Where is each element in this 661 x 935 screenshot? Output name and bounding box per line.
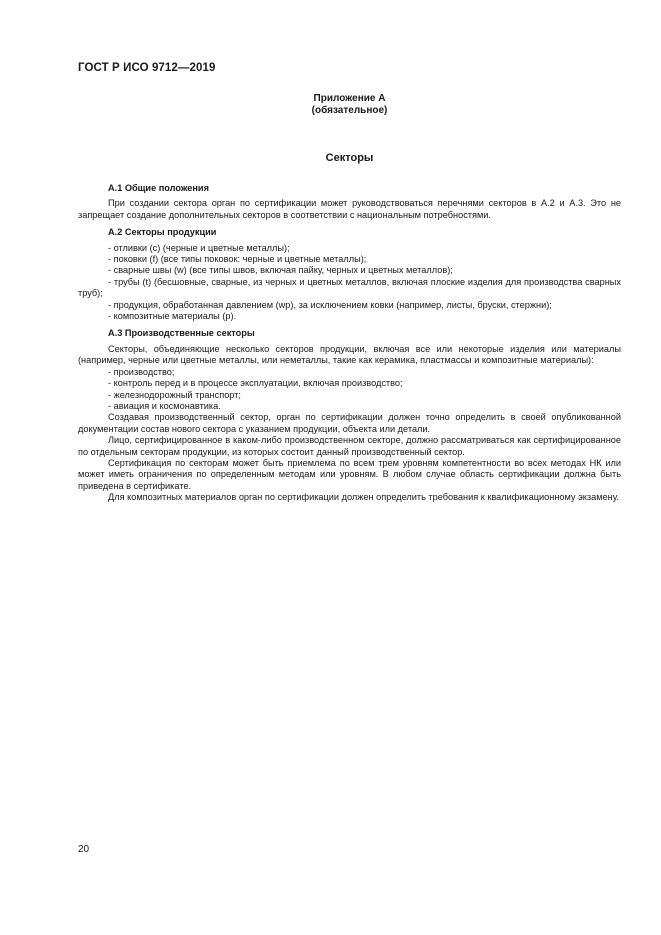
section-a3-paragraph: Сертификация по секторам может быть приемлема по всем трем уровням компетентности во всех методах НК или может иметь ограничения по определенным методам или уровням. В любом случае область сертификации должна быть приведена в сертификате. [78,457,621,491]
annex-status: (обязательное) [311,105,388,116]
document-body [78,183,621,504]
list-item: - железнодорожный транспорт; [108,389,241,400]
list-item: - контроль перед и в процессе эксплуатации, включая производство; [108,378,403,389]
annex-heading [78,93,621,117]
list-item: - авиация и космонавтика. [108,400,221,411]
section-a3-heading: А.3 Производственные секторы [108,328,255,339]
section-a3-paragraph: Создавая производственный сектор, орган по сертификации должен точно определить в своей опубликованной документации состав нового сектора с указанием продукции, объекта или детали. [78,412,621,434]
list-item: - отливки (c) (черные и цветные металлы); [108,242,290,253]
list-item: - трубы (t) (бесшовные, сварные, из черных и цветных металлов, включая плоские изделия для производства сварных труб); [78,276,621,299]
section-a1-heading: А.1 Общие положения [108,183,209,193]
list-item: - композитные материалы (p). [108,311,237,322]
annex-title: Приложение А [313,93,386,104]
list-item: - сварные швы (w) (все типы швов, включая пайку, черных и цветных металлов); [108,265,453,276]
standard-code: ГОСТ Р ИСО 9712—2019 [78,62,216,74]
document-title: Секторы [325,152,374,164]
list-item: - производство; [108,366,175,377]
list-item: - поковки (f) (все типы поковок: черные и цветные металлы); [108,254,367,265]
section-a2-heading: А.2 Секторы продукции [108,227,217,238]
page-number: 20 [78,844,90,855]
section-a3-intro: Секторы, объединяющие несколько секторов продукции, включая все или некоторые изделия или материалы (например, черные или цветные металлы, или неметаллы, такие как керамика, пластмассы и композитные материалы): [78,343,621,366]
section-a3-paragraph: Лицо, сертифицированное в каком-либо производственном секторе, должно рассматриваться как сертифицированное по отдельным секторам продукции, из которых состоит данный производственный сектор. [78,435,621,457]
section-a3-paragraph: Для композитных материалов орган по сертификации должен определить требования к квалификационному экзамену. [108,492,619,503]
list-item: - продукция, обработанная давлением (wp), за исключением ковки (например, листы, бруски, стержни); [108,299,552,310]
section-a1-text: При создании сектора орган по сертификации может руководствоваться перечнями секторов в А.2 и А.3. Это не запрещает создание дополнительных секторов в соответствии с национальным потребностями. [78,198,621,220]
